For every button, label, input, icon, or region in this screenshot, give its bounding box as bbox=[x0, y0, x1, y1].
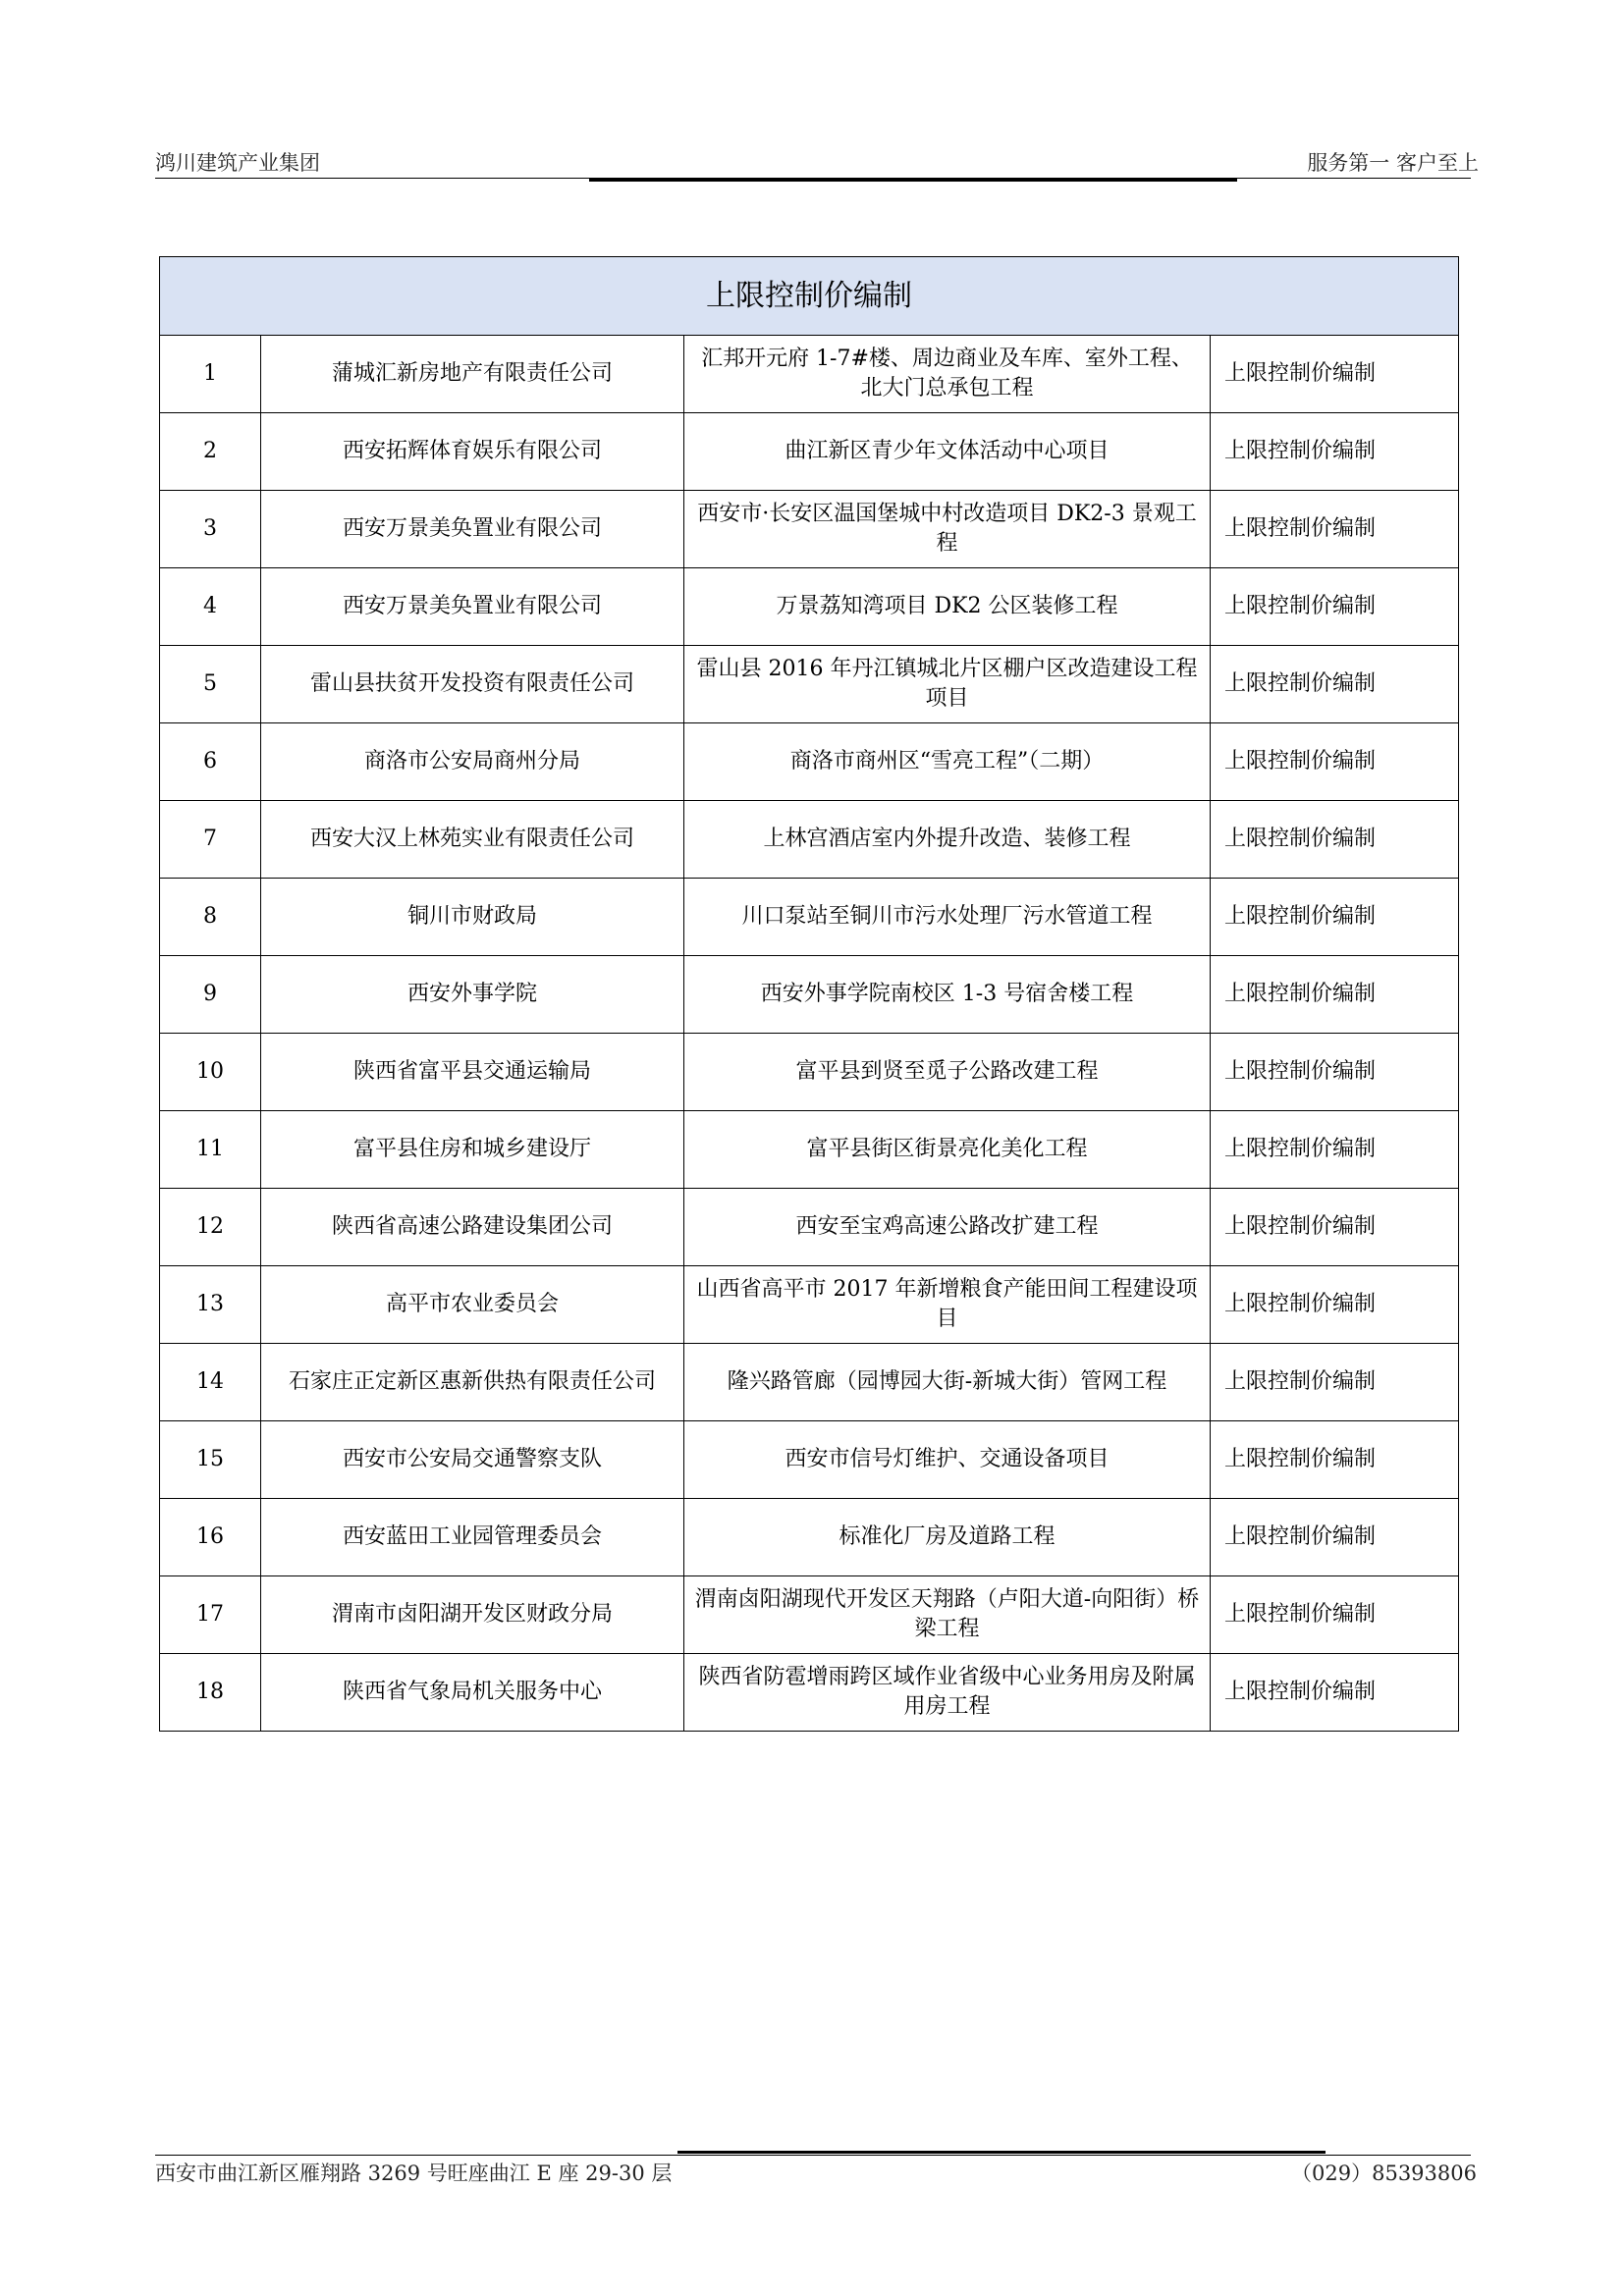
row-type: 上限控制价编制 bbox=[1211, 568, 1459, 646]
table-row bbox=[160, 956, 1459, 1034]
row-number: 1 bbox=[160, 336, 261, 413]
row-project: 西安至宝鸡高速公路改扩建工程 bbox=[684, 1189, 1211, 1266]
table-row bbox=[160, 568, 1459, 646]
row-type: 上限控制价编制 bbox=[1211, 646, 1459, 723]
row-number: 5 bbox=[160, 646, 261, 723]
row-project: 隆兴路管廊（园博园大街-新城大街）管网工程 bbox=[684, 1344, 1211, 1421]
row-type: 上限控制价编制 bbox=[1211, 1034, 1459, 1111]
row-client: 西安蓝田工业园管理委员会 bbox=[261, 1499, 684, 1576]
row-project: 陕西省防雹增雨跨区域作业省级中心业务用房及附属用房工程 bbox=[684, 1654, 1211, 1732]
table-row bbox=[160, 491, 1459, 568]
table-title: 上限控制价编制 bbox=[160, 257, 1459, 336]
row-number: 2 bbox=[160, 413, 261, 491]
row-number: 4 bbox=[160, 568, 261, 646]
row-project: 曲江新区青少年文体活动中心项目 bbox=[684, 413, 1211, 491]
row-type: 上限控制价编制 bbox=[1211, 1266, 1459, 1344]
row-client: 西安大汉上林苑实业有限责任公司 bbox=[261, 801, 684, 879]
row-type: 上限控制价编制 bbox=[1211, 1499, 1459, 1576]
row-project: 汇邦开元府 1-7#楼、周边商业及车库、室外工程、北大门总承包工程 bbox=[684, 336, 1211, 413]
row-type: 上限控制价编制 bbox=[1211, 336, 1459, 413]
row-client: 铜川市财政局 bbox=[261, 879, 684, 956]
row-type: 上限控制价编制 bbox=[1211, 1421, 1459, 1499]
row-number: 10 bbox=[160, 1034, 261, 1111]
row-number: 17 bbox=[160, 1576, 261, 1654]
table-row bbox=[160, 413, 1459, 491]
header-divider-accent bbox=[589, 179, 1237, 182]
row-client: 陕西省气象局机关服务中心 bbox=[261, 1654, 684, 1732]
row-project: 西安市信号灯维护、交通设备项目 bbox=[684, 1421, 1211, 1499]
row-number: 11 bbox=[160, 1111, 261, 1189]
price-control-table bbox=[159, 256, 1459, 1732]
row-project: 富平县到贤至觅子公路改建工程 bbox=[684, 1034, 1211, 1111]
table-row bbox=[160, 723, 1459, 801]
row-client: 渭南市卤阳湖开发区财政分局 bbox=[261, 1576, 684, 1654]
row-project: 商洛市商州区“雪亮工程”（二期） bbox=[684, 723, 1211, 801]
row-number: 16 bbox=[160, 1499, 261, 1576]
row-project: 万景荔知湾项目 DK2 公区装修工程 bbox=[684, 568, 1211, 646]
row-client: 西安万景美奂置业有限公司 bbox=[261, 491, 684, 568]
row-client: 陕西省富平县交通运输局 bbox=[261, 1034, 684, 1111]
row-client: 高平市农业委员会 bbox=[261, 1266, 684, 1344]
row-number: 12 bbox=[160, 1189, 261, 1266]
row-type: 上限控制价编制 bbox=[1211, 723, 1459, 801]
row-number: 15 bbox=[160, 1421, 261, 1499]
row-number: 9 bbox=[160, 956, 261, 1034]
header-company-name: 鸿川建筑产业集团 bbox=[155, 151, 320, 175]
row-project: 雷山县 2016 年丹江镇城北片区棚户区改造建设工程项目 bbox=[684, 646, 1211, 723]
row-client: 西安市公安局交通警察支队 bbox=[261, 1421, 684, 1499]
row-client: 蒲城汇新房地产有限责任公司 bbox=[261, 336, 684, 413]
row-client: 西安拓辉体育娱乐有限公司 bbox=[261, 413, 684, 491]
row-type: 上限控制价编制 bbox=[1211, 491, 1459, 568]
footer-divider bbox=[155, 2155, 1471, 2156]
table-row bbox=[160, 1421, 1459, 1499]
row-project: 渭南卤阳湖现代开发区天翔路（卢阳大道-向阳街）桥梁工程 bbox=[684, 1576, 1211, 1654]
footer-address: 西安市曲江新区雁翔路 3269 号旺座曲江 E 座 29-30 层 bbox=[155, 2162, 673, 2185]
row-type: 上限控制价编制 bbox=[1211, 956, 1459, 1034]
table-row bbox=[160, 1111, 1459, 1189]
row-client: 商洛市公安局商州分局 bbox=[261, 723, 684, 801]
row-number: 8 bbox=[160, 879, 261, 956]
row-client: 石家庄正定新区惠新供热有限责任公司 bbox=[261, 1344, 684, 1421]
footer-phone: （029）85393806 bbox=[1291, 2162, 1477, 2185]
table-row bbox=[160, 1654, 1459, 1732]
table-row bbox=[160, 1266, 1459, 1344]
row-client: 陕西省高速公路建设集团公司 bbox=[261, 1189, 684, 1266]
table-row bbox=[160, 1344, 1459, 1421]
table-row bbox=[160, 1576, 1459, 1654]
row-project: 川口泵站至铜川市污水处理厂污水管道工程 bbox=[684, 879, 1211, 956]
row-type: 上限控制价编制 bbox=[1211, 1344, 1459, 1421]
row-number: 6 bbox=[160, 723, 261, 801]
row-client: 富平县住房和城乡建设厅 bbox=[261, 1111, 684, 1189]
footer-divider-accent bbox=[677, 2151, 1326, 2154]
row-number: 3 bbox=[160, 491, 261, 568]
row-type: 上限控制价编制 bbox=[1211, 879, 1459, 956]
row-project: 富平县街区街景亮化美化工程 bbox=[684, 1111, 1211, 1189]
row-project: 西安市·长安区温国堡城中村改造项目 DK2-3 景观工程 bbox=[684, 491, 1211, 568]
row-project: 山西省高平市 2017 年新增粮食产能田间工程建设项目 bbox=[684, 1266, 1211, 1344]
row-project: 西安外事学院南校区 1-3 号宿舍楼工程 bbox=[684, 956, 1211, 1034]
row-project: 标准化厂房及道路工程 bbox=[684, 1499, 1211, 1576]
table-row bbox=[160, 1499, 1459, 1576]
row-type: 上限控制价编制 bbox=[1211, 1576, 1459, 1654]
table-row bbox=[160, 1034, 1459, 1111]
row-type: 上限控制价编制 bbox=[1211, 413, 1459, 491]
table-row bbox=[160, 801, 1459, 879]
table-title-row bbox=[160, 257, 1459, 336]
row-client: 西安外事学院 bbox=[261, 956, 684, 1034]
table-row bbox=[160, 336, 1459, 413]
row-number: 7 bbox=[160, 801, 261, 879]
row-type: 上限控制价编制 bbox=[1211, 1654, 1459, 1732]
table-row bbox=[160, 646, 1459, 723]
row-client: 雷山县扶贫开发投资有限责任公司 bbox=[261, 646, 684, 723]
table-row bbox=[160, 1189, 1459, 1266]
row-number: 14 bbox=[160, 1344, 261, 1421]
row-type: 上限控制价编制 bbox=[1211, 1189, 1459, 1266]
header-slogan: 服务第一 客户至上 bbox=[1307, 151, 1479, 175]
row-type: 上限控制价编制 bbox=[1211, 801, 1459, 879]
row-client: 西安万景美奂置业有限公司 bbox=[261, 568, 684, 646]
row-number: 13 bbox=[160, 1266, 261, 1344]
row-number: 18 bbox=[160, 1654, 261, 1732]
row-type: 上限控制价编制 bbox=[1211, 1111, 1459, 1189]
table-row bbox=[160, 879, 1459, 956]
row-project: 上林宫酒店室内外提升改造、装修工程 bbox=[684, 801, 1211, 879]
